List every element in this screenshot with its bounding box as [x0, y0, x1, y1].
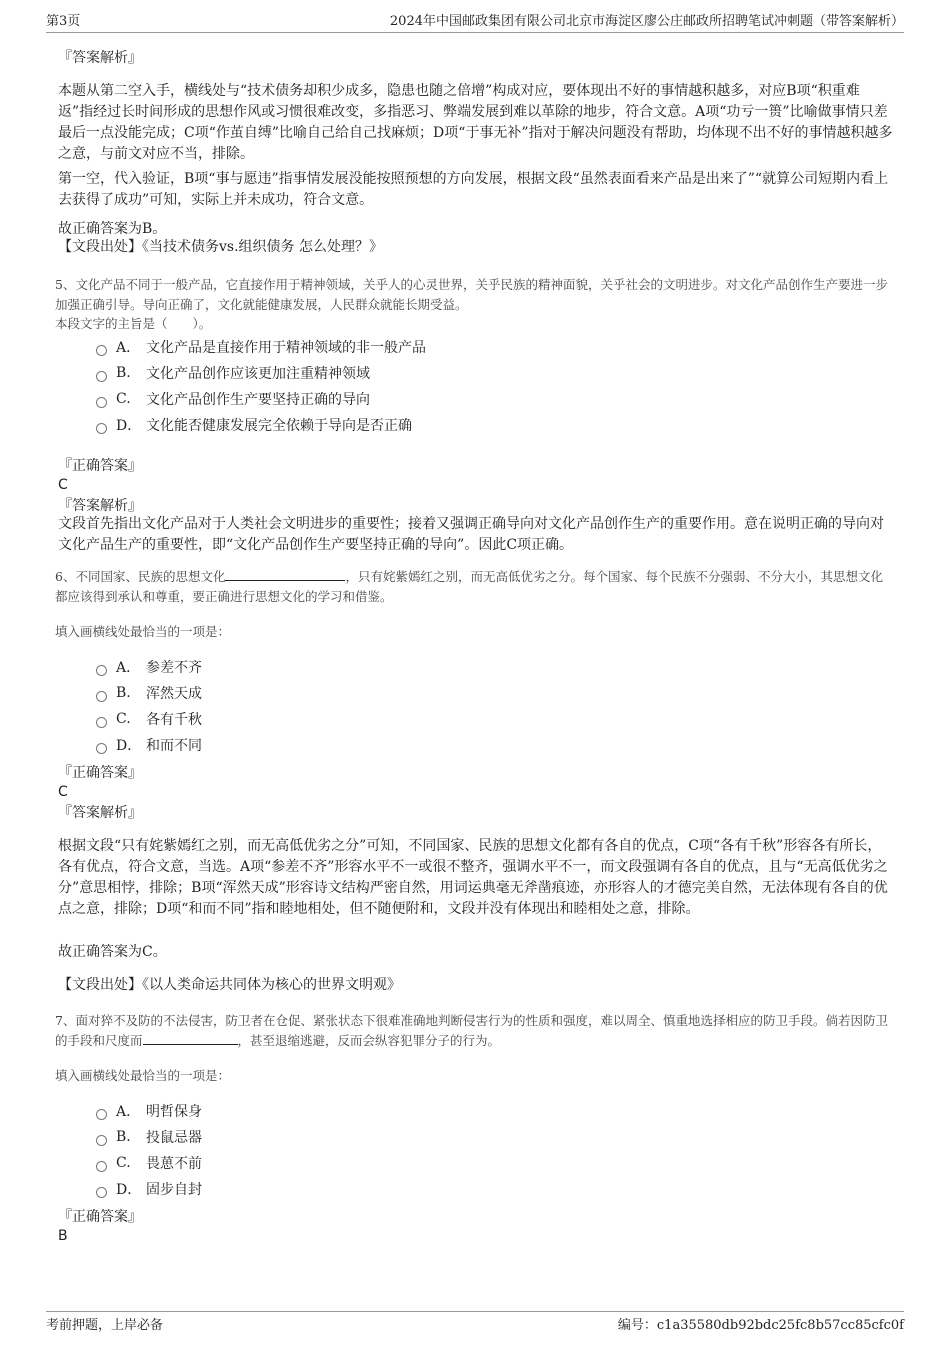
- q5-stem: 5、文化产品不同于一般产品，它直接作用于精神领域，关乎人的心灵世界，关乎民族的精神面貌，关乎社会的文明进步。对文化产品创作生产要进一步加强正确引导。导向正确了，文化就能健康发展，人民群众就能长期受益。: [55, 277, 888, 312]
- fill-blank: [143, 1032, 238, 1045]
- q6-answer-label: 『正确答案』: [58, 765, 142, 781]
- footer-slogan: 考前押题，上岸必备: [46, 1318, 164, 1333]
- radio-icon[interactable]: [96, 371, 107, 382]
- q5-answer-label: 『正确答案』: [58, 458, 142, 474]
- q5-option-c[interactable]: C. 文化产品创作生产要坚持正确的导向: [96, 389, 370, 409]
- radio-icon[interactable]: [96, 691, 107, 702]
- q7-prompt: 填入画横线处最恰当的一项是：: [55, 1068, 231, 1083]
- q4-source: 【文段出处】《当技术债务vs.组织债务 怎么处理？》: [58, 239, 383, 255]
- q4-analysis-label: 『答案解析』: [58, 50, 142, 66]
- q6-analysis: 根据文段“只有姹紫嫣红之别，而无高低优劣之分”可知，不同国家、民族的思想文化都有各自的优点，C项“各有千秋”形容各有所长，各有优点，符合文意，当选。A项“参差不齐”形容水平不一或很不整齐，强调水平不一，而文段强调有各自的优点，且与“无高低优劣之分”意思相悖，排除；B项“浑然天成”形容诗文结构严密自然，用词运典毫无斧凿痕迹，亦形容人的才德完美自然，无法体现有各自的优点之意，排除；D项“和而不同”指和睦地相处，但不随便附和，文段并没有体现出和睦相处之意，排除。: [58, 838, 888, 917]
- q5-option-b[interactable]: B. 文化产品创作应该更加注重精神领域: [96, 363, 370, 383]
- q6-conclusion: 故正确答案为C。: [58, 944, 167, 960]
- radio-icon[interactable]: [96, 423, 107, 434]
- q6-stem: 6、不同国家、民族的思想文化 ，只有姹紫嫣红之别，而无高低优劣之分。每个国家、每个民族不分强弱、不分大小，其思想文化都应该得到承认和尊重，要正确进行思想文化的学习和借鉴。: [55, 569, 883, 604]
- q5-analysis: 文段首先指出文化产品对于人类社会文明进步的重要性；接着又强调正确导向对文化产品创作生产的重要作用。意在说明正确的导向对文化产品生产的重要性，即“文化产品创作生产要坚持正确的导向”。因此C项正确。: [58, 516, 884, 553]
- page-header: [46, 10, 904, 33]
- q6-option-a[interactable]: A． 参差不齐: [96, 657, 202, 677]
- q7-stem: 7、面对猝不及防的不法侵害，防卫者在仓促、紧张状态下很难准确地判断侵害行为的性质和强度，难以周全、慎重地选择相应的防卫手段。倘若因防卫的手段和尺度而 ，甚至退缩逃避，反而会纵容犯罪分子的行为。: [55, 1013, 888, 1048]
- q7-option-d[interactable]: D． 固步自封: [96, 1179, 202, 1199]
- radio-icon[interactable]: [96, 397, 107, 408]
- document-id: 编号：c1a35580db92bdc25fc8b57cc85cfc0f: [617, 1318, 904, 1333]
- q5-option-a[interactable]: A． 文化产品是直接作用于精神领域的非一般产品: [96, 337, 426, 357]
- q6-answer: C: [58, 784, 68, 800]
- radio-icon[interactable]: [96, 743, 107, 754]
- radio-icon[interactable]: [96, 665, 107, 676]
- q7-answer: B: [58, 1228, 68, 1244]
- q5-analysis-label: 『答案解析』: [58, 498, 142, 514]
- q4-analysis-para1: 本题从第二空入手，横线处与“技术债务却积少成多，隐患也随之倍增”构成对应，要体现出不好的事情越积越多，对应B项“积重难返”指经过长时间形成的思想作风或习惯很难改变，多指恶习、弊端发展到难以革除的地步，符合文意。A项“功亏一篑”比喻做事情只差最后一点没能完成；C项“作茧自缚”比喻自己给自己找麻烦；D项“于事无补”指对于解决问题没有帮助，均体现不出不好的事情越积越多之意，与前文对应不当，排除。: [58, 83, 893, 162]
- q7-option-b[interactable]: B. 投鼠忌器: [96, 1127, 202, 1147]
- q7-option-a[interactable]: A． 明哲保身: [96, 1101, 202, 1121]
- radio-icon[interactable]: [96, 1135, 107, 1146]
- radio-icon[interactable]: [96, 1187, 107, 1198]
- q6-prompt: 填入画横线处最恰当的一项是：: [55, 624, 231, 639]
- page-footer: [46, 1311, 904, 1333]
- radio-icon[interactable]: [96, 345, 107, 356]
- radio-icon[interactable]: [96, 717, 107, 728]
- q5-answer: C: [58, 477, 68, 493]
- q4-conclusion: 故正确答案为B。: [58, 221, 167, 237]
- radio-icon[interactable]: [96, 1109, 107, 1120]
- fill-blank: [225, 568, 345, 581]
- q6-option-b[interactable]: B. 浑然天成: [96, 683, 202, 703]
- q6-analysis-label: 『答案解析』: [58, 805, 142, 821]
- q5-option-d[interactable]: D． 文化能否健康发展完全依赖于导向是否正确: [96, 415, 412, 435]
- page-number: 第3页: [46, 14, 81, 29]
- q7-option-c[interactable]: C. 畏葸不前: [96, 1153, 202, 1173]
- q5-prompt: 本段文字的主旨是（ ）。: [55, 316, 212, 331]
- document-title: 2024年中国邮政集团有限公司北京市海淀区廖公庄邮政所招聘笔试冲刺题（带答案解析）: [389, 14, 904, 29]
- q6-option-d[interactable]: D． 和而不同: [96, 735, 202, 755]
- q6-option-c[interactable]: C. 各有千秋: [96, 709, 202, 729]
- q7-answer-label: 『正确答案』: [58, 1209, 142, 1225]
- q4-analysis-para2: 第一空，代入验证，B项“事与愿违”指事情发展没能按照预想的方向发展，根据文段“虽然表面看来产品是出来了”“就算公司短期内看上去获得了成功”可知，实际上并未成功，符合文意。: [58, 171, 889, 208]
- radio-icon[interactable]: [96, 1161, 107, 1172]
- q6-source: 【文段出处】《以人类命运共同体为核心的世界文明观》: [58, 977, 401, 993]
